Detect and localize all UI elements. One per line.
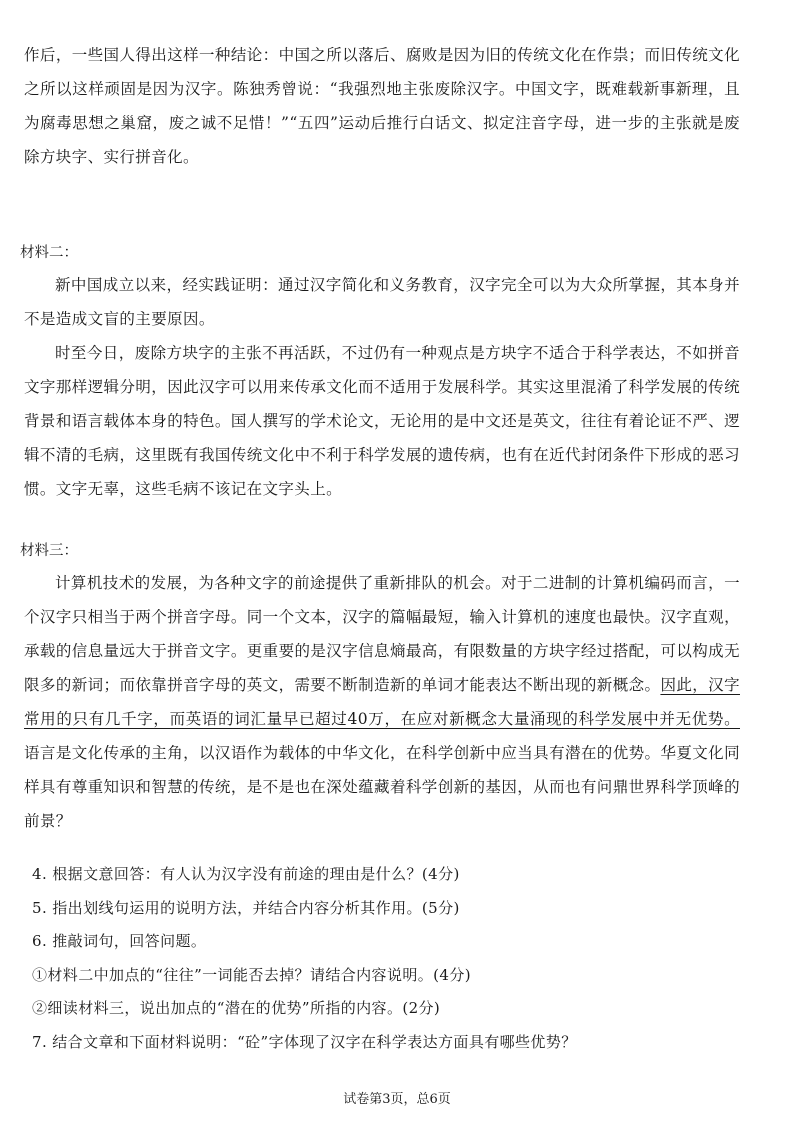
material-3-text-before: 计算机技术的发展，为各种文字的前途提供了重新排队的机会。对于二进制的计算机编码而言，一个汉字只相当于两个拼音字母。同一个文本，汉字的篇幅最短，输入计算机的速度也最快。汉字直观，承载的信息量远大于拼音文字。更重要的是汉字信息熵最高，有限数量的方块字经过搭配，可以构成无限多的新词；而依靠拼音字母的英文，需要不断制造新的单词才能表达不断出现的新概念。 [24, 574, 740, 694]
material-3-paragraph [24, 566, 740, 838]
page-footer: 试卷第3页，总6页 [343, 1092, 451, 1107]
question-6-part-2: ②细读材料三，说出加点的“潜在的优势”所指的内容。(2分) [32, 999, 441, 1018]
material-3-label: 材料三： [20, 543, 78, 559]
material-3-text-after: 语言是文化传承的主角，以汉语作为载体的中华文化，在科学创新中应当具有潜在的优势。华夏文化同样具有尊重知识和智慧的传统，是不是也在深处蕴藏着科学创新的基因，从而也有问鼎世界科学顶峰的前景？ [24, 744, 740, 830]
material-2-paragraph-2: 时至今日，废除方块字的主张不再活跃，不过仍有一种观点是方块字不适合于科学表达，不如拼音文字那样逻辑分明，因此汉字可以用来传承文化而不适用于发展科学。其实这里混淆了科学发展的传统背景和语言载体本身的特色。国人撰写的学术论文，无论用的是中文还是英文，往往有着论证不严、逻辑不清的毛病，这里既有我国传统文化中不利于科学发展的遗传病，也有在近代封闭条件下形成的恶习惯。文字无辜，这些毛病不该记在文字头上。 [24, 344, 740, 498]
intro-paragraph: 作后，一些国人得出这样一种结论：中国之所以落后、腐败是因为旧的传统文化在作祟；而旧传统文化之所以这样顽固是因为汉字。陈独秀曾说：“我强烈地主张废除汉字。中国文字，既难载新事新理，且为腐毒思想之巢窟，废之诚不足惜！”“五四”运动后推行白话文、拟定注音字母，进一步的主张就是废除方块字、实行拼音化。 [24, 46, 740, 166]
question-6: 6. 推敲词句，回答问题。 [32, 932, 207, 951]
question-7: 7. 结合文章和下面材料说明：“砼”字体现了汉字在科学表达方面具有哪些优势？ [32, 1032, 577, 1051]
question-5: 5. 指出划线句运用的说明方法，并结合内容分析其作用。(5分) [32, 898, 460, 917]
material-2-label: 材料二： [20, 245, 78, 261]
question-list [32, 858, 752, 1060]
question-6-part-1: ①材料二中加点的“往往”一词能否去掉？请结合内容说明。(4分) [32, 965, 471, 984]
material-2-paragraph-1: 新中国成立以来，经实践证明：通过汉字简化和义务教育，汉字完全可以为大众所掌握，其本身并不是造成文盲的主要原因。 [24, 276, 740, 328]
underlined-sentence: 因此，汉字常用的只有几千字，而英语的词汇量早已超过40万，在应对新概念大量涌现的科学发展中并无优势。 [24, 676, 740, 728]
question-4: 4. 根据文意回答：有人认为汉字没有前途的理由是什么？(4分) [32, 865, 460, 883]
